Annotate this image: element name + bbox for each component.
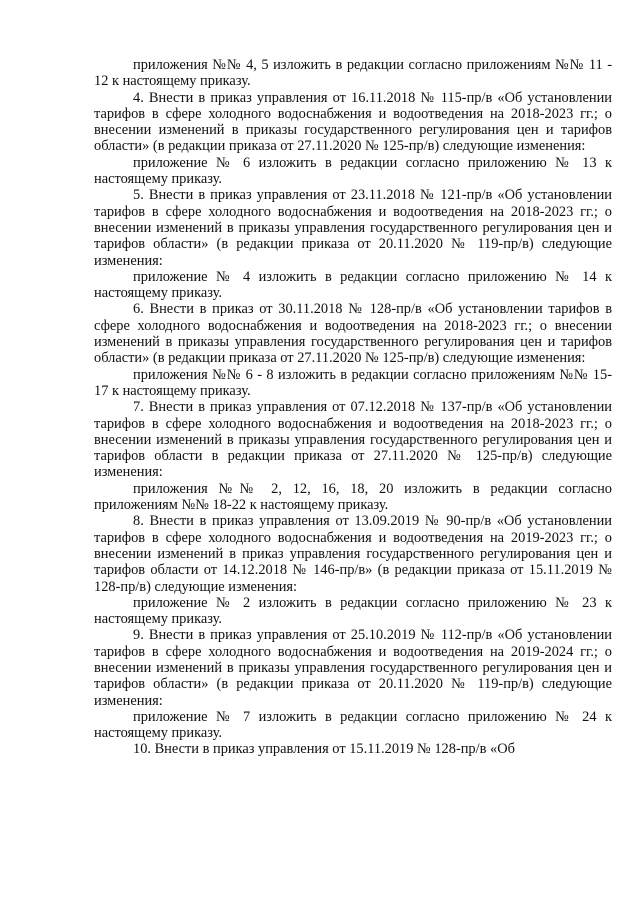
paragraph-appendices-6-8: приложения №№ 6 - 8 изложить в редакции согласно приложениям №№ 15-17 к настоящему приказу. (94, 366, 612, 399)
paragraph-appendix-4: приложение № 4 изложить в редакции согласно приложению № 14 к настоящему приказу. (94, 268, 612, 302)
paragraph-item-7: 7. Внести в приказ управления от 07.12.2018 № 137-пр/в «Об установлении тарифов в сфере холодного водоснабжения и водоотведения на 2018-2023 гг.; о внесении изменений в приказы управления государственного регулирования цен и тарифов области в редакции приказа от 27.11.2020 № 125-пр/в) следующие изменения: (94, 399, 612, 481)
paragraph-appendix-6: приложение № 6 изложить в редакции согласно приложению № 13 к настоящему приказу. (94, 154, 612, 188)
paragraph-item-8: 8. Внести в приказ управления от 13.09.2019 № 90-пр/в «Об установлении тарифов в сфере холодного водоснабжения и водоотведения на 2019-2023 гг.; о внесении изменений в приказ управления государственного регулирования цен и тарифов области от 14.12.2018 № 146-пр/в» (в редакции приказа от 15.11.2019 № 128-пр/в) следующие изменения: (94, 513, 612, 595)
paragraph-appendices-4-5: приложения №№ 4, 5 изложить в редакции согласно приложениям №№ 11 - 12 к настоящему приказу. (94, 57, 612, 90)
document-page (94, 57, 612, 758)
paragraph-appendix-2: приложение № 2 изложить в редакции согласно приложению № 23 к настоящему приказу. (94, 594, 612, 628)
paragraph-item-10: 10. Внести в приказ управления от 15.11.2019 № 128-пр/в «Об (133, 741, 515, 758)
paragraph-appendices-2-20: приложения №№ 2, 12, 16, 18, 20 изложить в редакции согласно приложениям №№ 18-22 к настоящему приказу. (94, 480, 612, 514)
paragraph-item-5: 5. Внести в приказ управления от 23.11.2018 № 121-пр/в «Об установлении тарифов в сфере холодного водоснабжения и водоотведения на 2018-2023 гг.; о внесении изменений в приказы управления государственного регулирования цен и тарифов области» (в редакции приказа от 20.11.2020 № 119-пр/в) следующие изменения: (94, 187, 612, 269)
paragraph-item-9: 9. Внести в приказ управления от 25.10.2019 № 112-пр/в «Об установлении тарифов в сфере холодного водоснабжения и водоотведения на 2019-2024 гг.; о внесении изменений в приказы управления государственного регулирования цен и тарифов области» (в редакции приказа от 20.11.2020 № 119-пр/в) следующие изменения: (94, 627, 612, 709)
paragraph-item-4: 4. Внести в приказ управления от 16.11.2018 № 115-пр/в «Об установлении тарифов в сфере холодного водоснабжения и водоотведения на 2018-2023 гг.; о внесении изменений в приказы государственного регулирования цен и тарифов области» (в редакции приказа от 27.11.2020 № 125-пр/в) следующие изменения: (94, 89, 612, 155)
paragraph-appendix-7: приложение № 7 изложить в редакции согласно приложению № 24 к настоящему приказу. (94, 708, 612, 742)
paragraph-item-6: 6. Внести в приказ от 30.11.2018 № 128-пр/в «Об установлении тарифов в сфере холодного водоснабжения и водоотведения на 2018-2023 гг.; о внесении изменений в приказы управления государственного регулирования цен и тарифов области» (в редакции приказа от 27.11.2020 № 125-пр/в) следующие изменения: (94, 301, 612, 367)
